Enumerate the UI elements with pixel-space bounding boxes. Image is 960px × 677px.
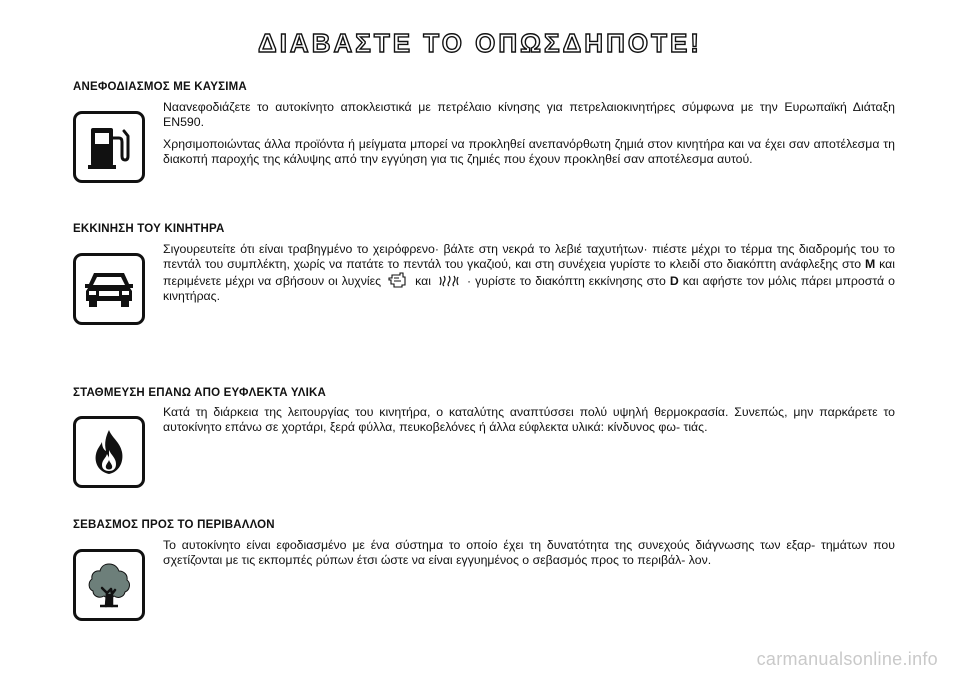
fuel-pump-icon-box: [73, 111, 145, 183]
heading-engine-start: ΕΚΚΙΝΗΣΗ ΤΟΥ ΚΙΝΗΤΗΡΑ: [73, 223, 225, 235]
engine-start-text-part-4: και αφήστε τον μόλις πάρει μπροστά ο κινητήρας.: [163, 274, 896, 303]
flame-icon-box: [73, 416, 145, 488]
glow-plug-light-icon: [438, 274, 460, 288]
heading-parking-flammables: ΣΤΑΘΜΕΥΣΗ ΕΠΑΝΩ ΑΠΟ ΕΥΦΛΕΚΤΑ ΥΛΙΚΑ: [73, 387, 327, 399]
heading-environment: ΣΕΒΑΣΜΟΣ ΠΡΟΣ ΤΟ ΠΕΡΙΒΑΛΛΟΝ: [73, 519, 275, 531]
environment-text: [163, 538, 895, 575]
engine-warning-light-icon: [388, 272, 408, 288]
refuelling-paragraph-1: Νααvεφοδιάζετε το αυτοκίνητο αποκλειστικά με πετρέλαιο κίνησης για πετρελαιοκινητήρες σύμφωνα με την Ευρωπαϊκή Διάταξη EN590.: [163, 100, 895, 129]
heading-refuelling: ΑΝΕΦΟΔΙΑΣΜΟΣ ΜΕ ΚΑΥΣΙΜΑ: [73, 81, 247, 93]
ignition-position-m: M: [865, 257, 876, 271]
refuelling-paragraph-2: Χρησιμοποιώντας άλλα προϊόντα ή μείγματα μπορεί να προκληθεί ανεπανόρθωτη ζημιά στον κινητήρα και να έχει σαν αποτέλεσμα τη διακοπή παροχής της κάλυψης από την εγγύηση για τις ζημιές που έχουν προκληθεί σαν αποτέλεσμα αυτού.: [163, 137, 895, 166]
page-title: ΔΙΑΒΑΣΤΕ ΤΟ ΟΠΩΣΔΗΠΟΤΕ!: [258, 28, 702, 58]
flame-icon: [89, 428, 129, 476]
ignition-position-d: D: [669, 274, 679, 288]
refuelling-text: [163, 100, 895, 174]
parking-flammables-paragraph-1: Κατά τη διάρκεια της λειτουργίας του κινητήρα, ο καταλύτης αναπτύσσει πολύ υψηλή θερμοκρασία. Συνεπώς, μην παρκάρετε το αυτοκίνητο επάνω σε χορτάρι, ξερά φύλλα, πευκοβελόνες ή άλλα εύφλεκτα υλικά: κίνδυνος φω- τιάς.: [163, 405, 895, 434]
car-front-icon: [82, 269, 136, 309]
fuel-pump-icon: [84, 122, 134, 172]
environment-paragraph-1: Το αυτοκίνητο είναι εφοδιασμένο με ένα σύστημα το οποίο έχει τη δυνατότητα της συνεχούς διάγνωσης των εξαρ- τημάτων που σχετίζονται με τις εκπομπές ρύπων έτσι ώστε να είναι εγγυημένος ο σεβασμός προς το περιβάλ- λον.: [163, 538, 895, 567]
parking-flammables-text: [163, 405, 895, 442]
car-front-icon-box: [73, 253, 145, 325]
engine-start-text-part-3: · γυρίστε το διακόπτη εκκίνησης στο: [467, 274, 666, 288]
engine-start-text-part-2: και περιμένετε μέχρι να σβήσουν οι λυχνίες: [163, 257, 896, 288]
engine-start-text-part-1: Σιγουρευτείτε ότι είναι τραβηγμένο το χειρόφρενο· βάλτε στη νεκρά το λεβιέ ταχυτήτων· πιέστε μέχρι το τέρμα της διαδρομής του το πεντάλ του συμπλέκτη, χωρίς να πατάτε το πεντάλ του γκαζιού, και στη συνέχεια γυρίστε το κλειδί στο διακόπτη ανάφλεξης στο: [163, 242, 895, 271]
engine-start-text-and: και: [415, 274, 431, 288]
tree-icon-box: [73, 549, 145, 621]
engine-start-text: [163, 242, 895, 311]
tree-icon: [84, 560, 134, 610]
watermark-text: carmanualsonline.info: [756, 649, 938, 669]
